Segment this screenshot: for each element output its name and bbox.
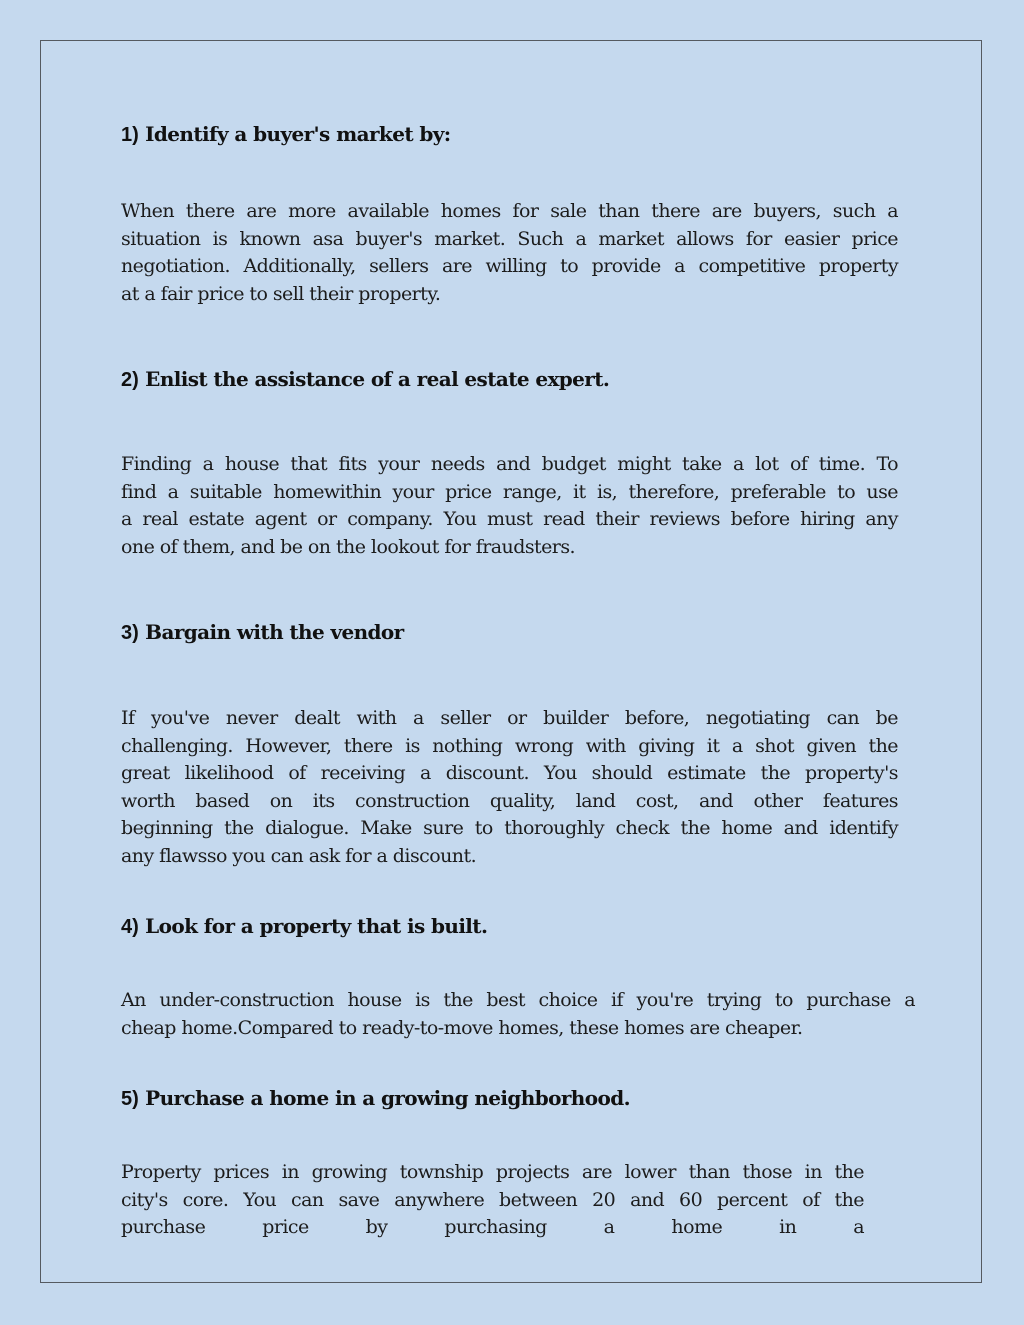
paragraph-line: negotiation. Additionally, sellers are willing to provide a competitive property: [121, 255, 898, 277]
section-3-heading: [121, 620, 404, 645]
paragraph-line: If you've never dealt with a seller or builder before, negotiating can be: [121, 707, 898, 729]
section-4-paragraph: [121, 987, 915, 1042]
paragraph-line: cheap home.Compared to ready-to-move homes, these homes are cheaper.: [121, 1016, 803, 1039]
paragraph-line: at a fair price to sell their property.: [121, 282, 441, 305]
paragraph-line: find a suitable homewithin your price range, it is, therefore, preferable to use: [121, 480, 898, 503]
section-3-title: Bargain with the vendor: [145, 620, 404, 644]
section-2-heading: [121, 367, 609, 392]
paragraph-line: a real estate agent or company. You must read their reviews before hiring any: [121, 508, 898, 530]
section-4-heading: [121, 914, 487, 939]
section-1-title: Identify a buyer's market by:: [145, 122, 451, 146]
paragraph-line: beginning the dialogue. Make sure to thoroughly check the home and identify: [121, 817, 898, 839]
paragraph-line: worth based on its construction quality, land cost, and other features: [121, 789, 898, 812]
paragraph-line: When there are more available homes for sale than there are buyers, such a: [121, 200, 898, 222]
paragraph-line: Finding a house that fits your needs and budget might take a lot of time. To: [121, 453, 898, 475]
paragraph-line: Property prices in growing township projects are lower than those in the: [121, 1161, 864, 1183]
section-1-heading: [121, 122, 451, 147]
section-2-paragraph: [121, 451, 898, 561]
paragraph-line: purchase price by purchasing a home in a: [121, 1216, 864, 1238]
section-5-paragraph: [121, 1159, 864, 1242]
section-3-number: 3): [121, 622, 139, 644]
section-5-number: 5): [121, 1088, 139, 1110]
paragraph-line: city's core. You can save anywhere between 20 and 60 percent of the: [121, 1188, 864, 1211]
paragraph-line: great likelihood of receiving a discount. You should estimate the property's: [121, 762, 898, 784]
section-1-paragraph: [121, 198, 898, 308]
paragraph-line: challenging. However, there is nothing wrong with giving it a shot given the: [121, 734, 898, 757]
section-3-paragraph: [121, 705, 898, 870]
section-5-heading: [121, 1086, 630, 1111]
section-2-title: Enlist the assistance of a real estate expert.: [145, 367, 610, 391]
paragraph-line: any flawsso you can ask for a discount.: [121, 844, 477, 867]
paragraph-line: situation is known asa buyer's market. Such a market allows for easier price: [121, 227, 898, 250]
paragraph-line: An under-construction house is the best choice if you're trying to purchase a: [121, 989, 915, 1011]
section-4-number: 4): [121, 916, 139, 938]
section-1-number: 1): [121, 124, 139, 146]
section-5-title: Purchase a home in a growing neighborhood.: [145, 1086, 630, 1110]
section-4-title: Look for a property that is built.: [145, 914, 488, 938]
paragraph-line: one of them, and be on the lookout for fraudsters.: [121, 535, 576, 558]
section-2-number: 2): [121, 369, 139, 391]
